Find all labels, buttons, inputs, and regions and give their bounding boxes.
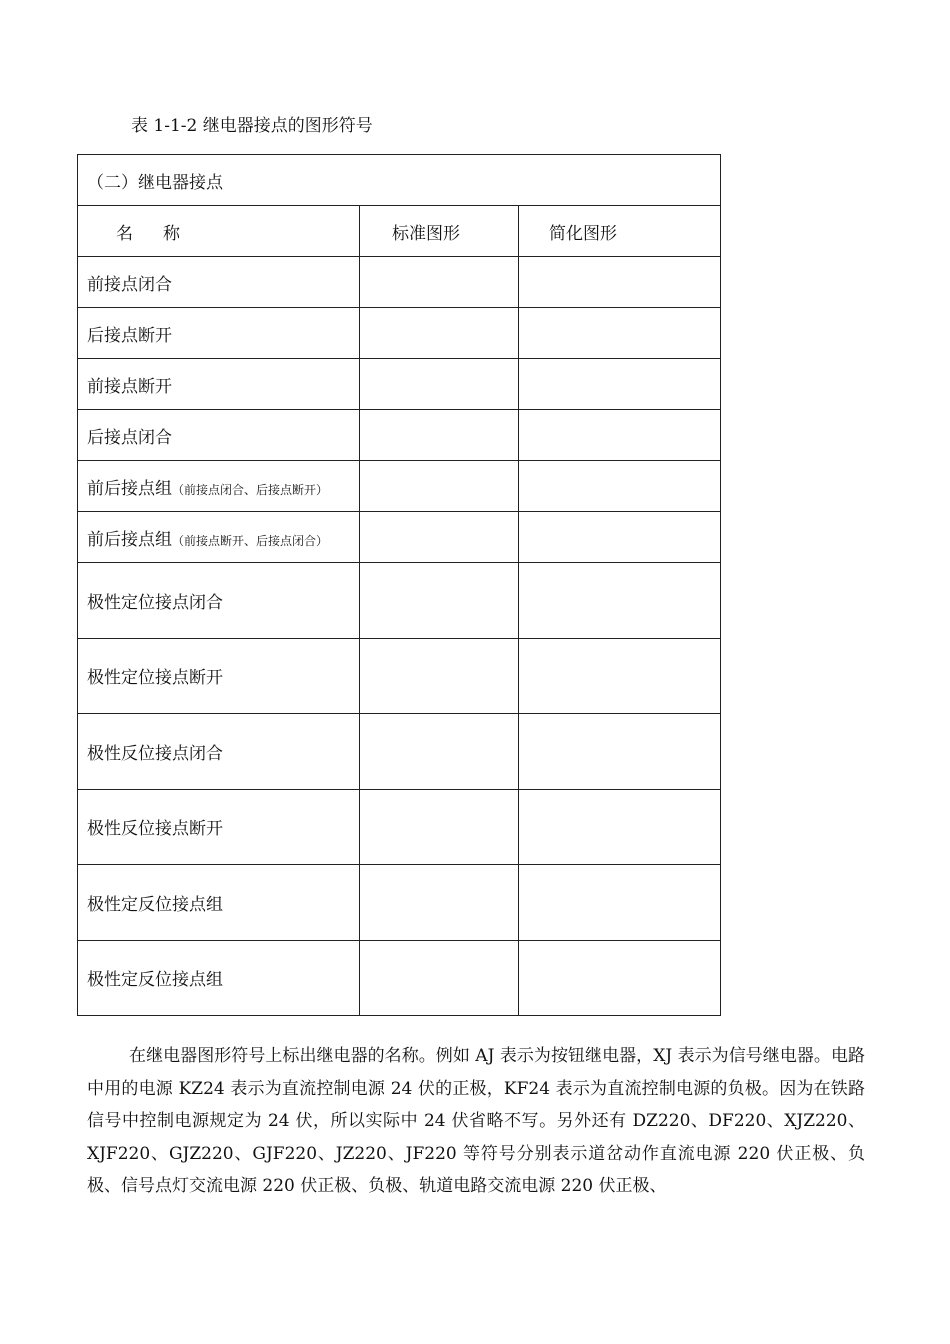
simplified-symbol-cell xyxy=(519,638,721,714)
header-name xyxy=(78,206,360,257)
row-name: 极性反位接点闭合 xyxy=(87,743,223,764)
row-name: 前后接点组 xyxy=(87,529,172,550)
row-name: 极性反位接点断开 xyxy=(87,819,223,840)
row-name-cell xyxy=(78,512,360,563)
row-name-cell xyxy=(78,359,360,410)
row-name-cell xyxy=(78,410,360,461)
simplified-symbol-cell xyxy=(519,461,721,512)
simplified-symbol-cell xyxy=(519,410,721,461)
table-row xyxy=(78,940,721,1016)
standard-symbol-cell xyxy=(360,789,519,865)
simplified-symbol-cell xyxy=(519,359,721,410)
section-row xyxy=(78,155,721,206)
table-caption: 表 1-1-2 继电器接点的图形符号 xyxy=(131,116,373,136)
table-row xyxy=(78,865,721,941)
simplified-symbol-cell xyxy=(519,789,721,865)
table-row xyxy=(78,512,721,563)
simplified-symbol-cell xyxy=(519,512,721,563)
simplified-symbol-cell xyxy=(519,308,721,359)
row-name: 前后接点组 xyxy=(87,478,172,499)
simplified-symbol-cell xyxy=(519,563,721,639)
row-name-cell xyxy=(78,563,360,639)
row-name-cell xyxy=(78,789,360,865)
row-name: 前接点闭合 xyxy=(87,274,172,295)
table-row xyxy=(78,257,721,308)
row-note: （前接点断开、后接点闭合） xyxy=(172,533,329,548)
row-name: 极性定反位接点组 xyxy=(87,894,223,915)
section-title: （二）继电器接点 xyxy=(78,155,721,206)
header-standard: 标准图形 xyxy=(360,206,519,257)
row-name-cell xyxy=(78,461,360,512)
header-name-part-2: 称 xyxy=(163,223,180,244)
row-note: （前接点闭合、后接点断开） xyxy=(172,482,329,497)
simplified-symbol-cell xyxy=(519,714,721,790)
simplified-symbol-cell xyxy=(519,940,721,1016)
row-name: 后接点闭合 xyxy=(87,427,172,448)
row-name: 极性定位接点断开 xyxy=(87,668,223,689)
row-name: 极性定反位接点组 xyxy=(87,970,223,991)
standard-symbol-cell xyxy=(360,865,519,941)
header-row xyxy=(78,206,721,257)
row-name-cell xyxy=(78,714,360,790)
table-row xyxy=(78,410,721,461)
standard-symbol-cell xyxy=(360,410,519,461)
table-row xyxy=(78,308,721,359)
table-row xyxy=(78,638,721,714)
header-simplified: 简化图形 xyxy=(519,206,721,257)
standard-symbol-cell xyxy=(360,308,519,359)
standard-symbol-cell xyxy=(360,257,519,308)
row-name: 前接点断开 xyxy=(87,376,172,397)
standard-symbol-cell xyxy=(360,714,519,790)
row-name-cell xyxy=(78,638,360,714)
row-name-cell xyxy=(78,865,360,941)
body-paragraph xyxy=(87,1040,865,1203)
standard-symbol-cell xyxy=(360,940,519,1016)
header-name-part-1: 名 xyxy=(116,223,133,244)
row-name-cell xyxy=(78,257,360,308)
standard-symbol-cell xyxy=(360,461,519,512)
row-name-cell xyxy=(78,940,360,1016)
row-name-cell xyxy=(78,308,360,359)
simplified-symbol-cell xyxy=(519,865,721,941)
table-row xyxy=(78,461,721,512)
body-paragraph-text: 在继电器图形符号上标出继电器的名称。例如 AJ 表示为按钮继电器，XJ 表示为信号继电器。电路中用的电源 KZ24 表示为直流控制电源 24 伏的正极，KF24 表示为直流控制电源的负极。因为在铁路信号中控制电源规定为 24 伏，所以实际中 24 伏省略不写。另外还有 DZ220、DF220、XJZ220、XJF220、GJZ220、GJF220、JZ220、JF220 等符号分别表示道岔动作直流电源 220 伏正极、负极、信号点灯交流电源 220 伏正极、负极、轨道电路交流电源 220 伏正极、 xyxy=(87,1046,865,1196)
table-row xyxy=(78,359,721,410)
table-row xyxy=(78,714,721,790)
simplified-symbol-cell xyxy=(519,257,721,308)
standard-symbol-cell xyxy=(360,359,519,410)
relay-contact-symbol-table xyxy=(77,154,721,1016)
table-row xyxy=(78,789,721,865)
standard-symbol-cell xyxy=(360,563,519,639)
standard-symbol-cell xyxy=(360,638,519,714)
row-name: 后接点断开 xyxy=(87,325,172,346)
standard-symbol-cell xyxy=(360,512,519,563)
row-name: 极性定位接点闭合 xyxy=(87,592,223,613)
table-row xyxy=(78,563,721,639)
